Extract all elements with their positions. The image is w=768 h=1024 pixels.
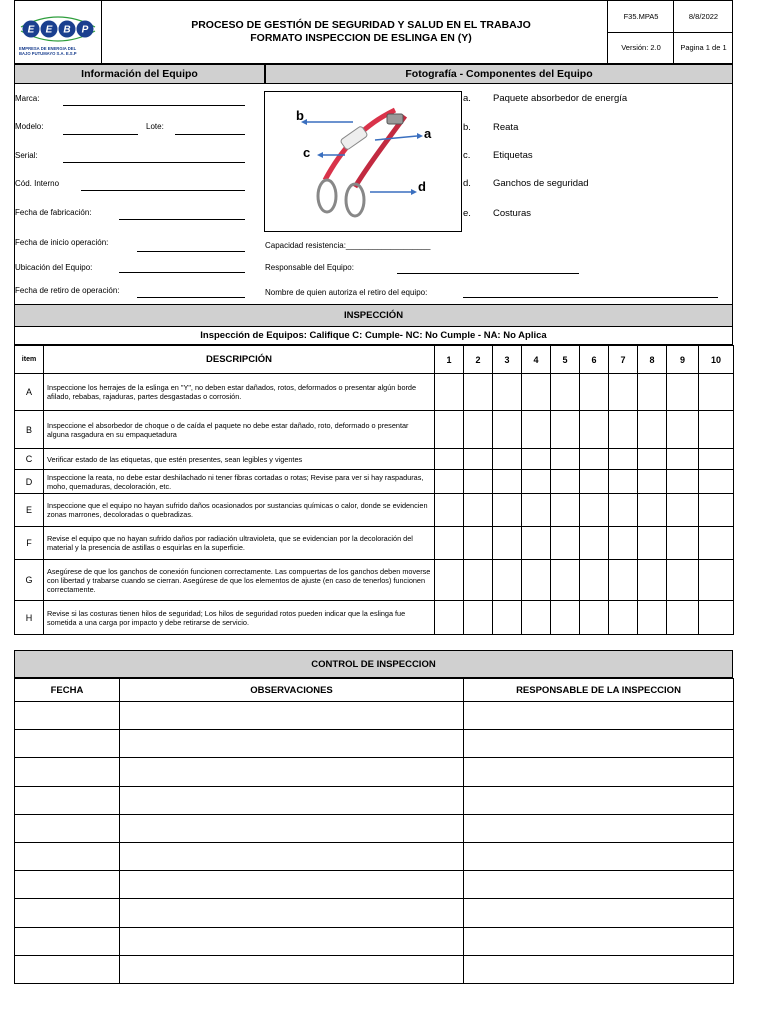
check-cell[interactable] xyxy=(551,601,580,635)
check-cell[interactable] xyxy=(464,494,493,527)
check-cell[interactable] xyxy=(464,374,493,411)
check-cell[interactable] xyxy=(638,374,667,411)
check-cell[interactable] xyxy=(435,374,464,411)
photo-label-b: b xyxy=(296,108,304,123)
check-cell[interactable] xyxy=(522,449,551,470)
observaciones-cell[interactable] xyxy=(120,871,464,899)
responsable-cell[interactable] xyxy=(464,730,734,758)
responsable-cell[interactable] xyxy=(464,814,734,842)
observaciones-cell[interactable] xyxy=(120,702,464,730)
document-title xyxy=(102,1,620,63)
check-cell[interactable] xyxy=(667,560,699,601)
item-letter: A xyxy=(15,374,44,411)
check-cell[interactable] xyxy=(609,601,638,635)
component-letter: a. xyxy=(463,93,471,104)
check-cell[interactable] xyxy=(464,527,493,560)
check-cell[interactable] xyxy=(580,601,609,635)
modelo-label: Modelo: xyxy=(15,122,44,131)
fecha-fabricacion-field[interactable] xyxy=(119,219,245,220)
check-column-header: 6 xyxy=(580,346,609,374)
equipment-info-heading: Información del Equipo xyxy=(14,64,265,84)
lanyard-illustration xyxy=(265,92,461,231)
component-label: Reata xyxy=(493,122,519,133)
check-cell[interactable] xyxy=(551,560,580,601)
control-row xyxy=(15,927,734,955)
check-cell[interactable] xyxy=(699,374,734,411)
check-cell[interactable] xyxy=(522,601,551,635)
observaciones-cell[interactable] xyxy=(120,899,464,927)
check-cell[interactable] xyxy=(522,374,551,411)
autoriza-retiro-field[interactable] xyxy=(463,297,718,298)
check-cell[interactable] xyxy=(493,411,522,449)
check-cell[interactable] xyxy=(464,411,493,449)
right-border xyxy=(732,84,733,304)
component-letter: d. xyxy=(463,178,471,189)
check-cell[interactable] xyxy=(551,374,580,411)
fecha-cell[interactable] xyxy=(15,814,120,842)
control-row xyxy=(15,842,734,870)
responsable-cell[interactable] xyxy=(464,758,734,786)
item-letter: E xyxy=(15,494,44,527)
check-cell[interactable] xyxy=(638,601,667,635)
component-letter: b. xyxy=(463,122,471,133)
responsable-cell[interactable] xyxy=(464,899,734,927)
check-cell[interactable] xyxy=(435,601,464,635)
check-cell[interactable] xyxy=(638,470,667,494)
control-header-row xyxy=(15,679,734,702)
check-cell[interactable] xyxy=(699,470,734,494)
check-cell[interactable] xyxy=(435,494,464,527)
check-cell[interactable] xyxy=(435,411,464,449)
check-cell[interactable] xyxy=(493,601,522,635)
check-cell[interactable] xyxy=(667,527,699,560)
responsable-cell[interactable] xyxy=(464,702,734,730)
item-letter: F xyxy=(15,527,44,560)
fecha-cell[interactable] xyxy=(15,955,120,983)
ubicacion-field[interactable] xyxy=(119,272,245,273)
photo-label-c: c xyxy=(303,145,311,160)
responsable-column-header: RESPONSABLE DE LA INSPECCION xyxy=(464,679,734,702)
responsable-cell[interactable] xyxy=(464,955,734,983)
fecha-cell[interactable] xyxy=(15,871,120,899)
logo-letter: P xyxy=(81,24,89,36)
check-cell[interactable] xyxy=(667,494,699,527)
check-column-header: 4 xyxy=(522,346,551,374)
item-letter: B xyxy=(15,411,44,449)
check-column-header: 7 xyxy=(609,346,638,374)
control-row xyxy=(15,814,734,842)
check-cell[interactable] xyxy=(667,411,699,449)
check-cell[interactable] xyxy=(609,527,638,560)
check-cell[interactable] xyxy=(522,527,551,560)
control-row xyxy=(15,730,734,758)
check-cell[interactable] xyxy=(435,527,464,560)
component-label: Etiquetas xyxy=(493,150,533,161)
check-column-header: 2 xyxy=(464,346,493,374)
description-column-header: DESCRIPCIÓN xyxy=(44,346,435,374)
check-cell[interactable] xyxy=(435,560,464,601)
check-cell[interactable] xyxy=(638,411,667,449)
check-cell[interactable] xyxy=(699,494,734,527)
check-cell[interactable] xyxy=(435,470,464,494)
capacidad-label: Capacidad resistencia:___________________ xyxy=(265,241,431,250)
item-description: Revise si las costuras tienen hilos de seguridad; Los hilos de seguridad rotos pueden indicar que la eslinga fue sometida a una carga por impacto y debe retirarse de servicio. xyxy=(44,601,435,635)
responsable-equipo-label: Responsable del Equipo: xyxy=(265,263,354,272)
equipment-photo xyxy=(264,91,462,232)
observaciones-cell[interactable] xyxy=(120,730,464,758)
item-description: Inspeccione el absorbedor de choque o de caída el paquete no debe estar dañado, roto, deformado o presentar alguna rasgadura en su empaquetadura xyxy=(44,411,435,449)
document-header xyxy=(14,0,733,64)
item-letter: H xyxy=(15,601,44,635)
title-line-1: PROCESO DE GESTIÓN DE SEGURIDAD Y SALUD EN EL TRABAJO xyxy=(191,19,531,31)
lote-label: Lote: xyxy=(146,122,164,131)
photo-label-a: a xyxy=(424,126,432,141)
inspection-row xyxy=(15,449,734,470)
check-cell[interactable] xyxy=(580,374,609,411)
check-cell[interactable] xyxy=(699,449,734,470)
check-cell[interactable] xyxy=(667,374,699,411)
fecha-cell[interactable] xyxy=(15,702,120,730)
document-date: 8/8/2022 xyxy=(673,1,733,33)
check-cell[interactable] xyxy=(667,470,699,494)
responsable-cell[interactable] xyxy=(464,871,734,899)
logo-caption: EMPRESA DE ENERGIA DEL BAJO PUTUMAYO S.A. E.S.P xyxy=(19,46,77,56)
item-column-header: item xyxy=(15,346,44,374)
marca-label: Marca: xyxy=(15,94,40,103)
observaciones-column-header: OBSERVACIONES xyxy=(120,679,464,702)
check-cell[interactable] xyxy=(667,449,699,470)
fecha-retiro-field[interactable] xyxy=(137,297,245,298)
check-cell[interactable] xyxy=(493,560,522,601)
logo-letter: B xyxy=(63,24,71,36)
document-page: Pagina 1 de 1 xyxy=(673,32,733,63)
fecha-cell[interactable] xyxy=(15,899,120,927)
check-cell[interactable] xyxy=(522,411,551,449)
check-cell[interactable] xyxy=(551,449,580,470)
item-description: Revise el equipo que no hayan sufrido daños por radiación ultravioleta, que se evidencian por la decoloración del material y la presencia de astillas o esquirlas en la superficie. xyxy=(44,527,435,560)
check-cell[interactable] xyxy=(464,601,493,635)
check-column-header: 3 xyxy=(493,346,522,374)
fecha-cell[interactable] xyxy=(15,730,120,758)
lote-field[interactable] xyxy=(175,134,245,135)
check-cell[interactable] xyxy=(580,449,609,470)
document-code: F35.MPA5 xyxy=(607,1,674,33)
inspection-row xyxy=(15,527,734,560)
logo-letter: E xyxy=(45,24,53,36)
responsable-cell[interactable] xyxy=(464,927,734,955)
photo-label-d: d xyxy=(418,179,426,194)
check-cell[interactable] xyxy=(464,470,493,494)
check-cell[interactable] xyxy=(609,494,638,527)
check-cell[interactable] xyxy=(493,527,522,560)
check-cell[interactable] xyxy=(580,470,609,494)
responsable-cell[interactable] xyxy=(464,786,734,814)
inspection-row xyxy=(15,601,734,635)
company-logo xyxy=(15,1,102,63)
item-description: Inspeccione la reata, no debe estar deshilachado ni tener fibras cortadas o rotas; Revise para ver si hay raspaduras, moho, quemaduras, decoloración, etc. xyxy=(44,470,435,494)
check-cell[interactable] xyxy=(493,449,522,470)
check-cell[interactable] xyxy=(522,560,551,601)
check-cell[interactable] xyxy=(551,527,580,560)
item-description: Inspeccione que el equipo no hayan sufrido daños ocasionados por sustancias químicas o calor, donde se evidencien zonas marrones, decoloradas o quebradizas. xyxy=(44,494,435,527)
marca-field[interactable] xyxy=(63,105,245,106)
inspection-table xyxy=(14,345,734,635)
autoriza-retiro-label: Nombre de quien autoriza el retiro del equipo: xyxy=(265,288,428,297)
cod-interno-label: Cód. Interno xyxy=(15,179,60,188)
item-letter: D xyxy=(15,470,44,494)
control-row xyxy=(15,758,734,786)
check-cell[interactable] xyxy=(667,601,699,635)
inspection-row xyxy=(15,560,734,601)
fecha-cell[interactable] xyxy=(15,758,120,786)
check-cell[interactable] xyxy=(551,411,580,449)
inspection-row xyxy=(15,374,734,411)
check-cell[interactable] xyxy=(638,494,667,527)
responsable-cell[interactable] xyxy=(464,842,734,870)
title-line-2: FORMATO INSPECCION DE ESLINGA EN (Y) xyxy=(250,32,472,44)
modelo-field[interactable] xyxy=(63,134,138,135)
observaciones-cell[interactable] xyxy=(120,758,464,786)
control-row xyxy=(15,955,734,983)
component-letter: e. xyxy=(463,208,471,219)
component-label: Ganchos de seguridad xyxy=(493,178,589,189)
check-column-header: 9 xyxy=(667,346,699,374)
check-cell[interactable] xyxy=(464,449,493,470)
check-cell[interactable] xyxy=(699,560,734,601)
check-cell[interactable] xyxy=(522,494,551,527)
check-cell[interactable] xyxy=(580,527,609,560)
check-cell[interactable] xyxy=(522,470,551,494)
fecha-inicio-field[interactable] xyxy=(137,251,245,252)
inspection-subtitle: Inspección de Equipos: Califique C: Cumple- NC: No Cumple - NA: No Aplica xyxy=(14,327,733,345)
item-description: Inspeccione los herrajes de la eslinga en "Y", no deben estar dañados, rotos, deformados o presentar algún borde afilado, rebabas, rajaduras, partes desgastadas o corrosión. xyxy=(44,374,435,411)
check-cell[interactable] xyxy=(609,470,638,494)
observaciones-cell[interactable] xyxy=(120,786,464,814)
serial-label: Serial: xyxy=(15,151,38,160)
component-label: Paquete absorbedor de energía xyxy=(493,93,628,104)
check-column-header: 10 xyxy=(699,346,734,374)
item-description: Verificar estado de las etiquetas, que estén presentes, sean legibles y vigentes xyxy=(44,449,435,470)
item-letter: C xyxy=(15,449,44,470)
check-cell[interactable] xyxy=(609,449,638,470)
fecha-column-header: FECHA xyxy=(15,679,120,702)
inspection-row xyxy=(15,470,734,494)
check-cell[interactable] xyxy=(493,494,522,527)
fecha-cell[interactable] xyxy=(15,786,120,814)
ubicacion-label: Ubicación del Equipo: xyxy=(15,263,93,272)
check-cell[interactable] xyxy=(609,374,638,411)
observaciones-cell[interactable] xyxy=(120,842,464,870)
check-cell[interactable] xyxy=(699,601,734,635)
fecha-fabricacion-label: Fecha de fabricación: xyxy=(15,208,92,217)
check-cell[interactable] xyxy=(551,470,580,494)
control-row xyxy=(15,871,734,899)
check-column-header: 5 xyxy=(551,346,580,374)
serial-field[interactable] xyxy=(63,162,245,163)
check-cell[interactable] xyxy=(580,411,609,449)
check-column-header: 1 xyxy=(435,346,464,374)
component-label: Costuras xyxy=(493,208,532,219)
observaciones-cell[interactable] xyxy=(120,814,464,842)
fecha-cell[interactable] xyxy=(15,842,120,870)
observaciones-cell[interactable] xyxy=(120,927,464,955)
control-row xyxy=(15,899,734,927)
check-cell[interactable] xyxy=(638,560,667,601)
check-cell[interactable] xyxy=(609,411,638,449)
fecha-inicio-label: Fecha de inicio operación: xyxy=(15,238,109,247)
check-cell[interactable] xyxy=(609,560,638,601)
control-table xyxy=(14,678,734,984)
check-cell[interactable] xyxy=(493,374,522,411)
control-heading: CONTROL DE INSPECCION xyxy=(14,650,733,678)
check-cell[interactable] xyxy=(551,494,580,527)
photo-components-heading: Fotografía - Componentes del Equipo xyxy=(265,64,733,84)
check-cell[interactable] xyxy=(493,470,522,494)
check-cell[interactable] xyxy=(464,560,493,601)
control-row xyxy=(15,702,734,730)
observaciones-cell[interactable] xyxy=(120,955,464,983)
fecha-retiro-label: Fecha de retiro de operación: xyxy=(15,286,120,295)
component-letter: c. xyxy=(463,150,471,161)
check-cell[interactable] xyxy=(580,560,609,601)
item-letter: G xyxy=(15,560,44,601)
logo-letter: E xyxy=(27,24,35,36)
inspection-row xyxy=(15,411,734,449)
check-cell[interactable] xyxy=(699,527,734,560)
check-cell[interactable] xyxy=(435,449,464,470)
inspection-heading: INSPECCIÓN xyxy=(14,304,733,327)
check-cell[interactable] xyxy=(699,411,734,449)
check-cell[interactable] xyxy=(638,527,667,560)
check-cell[interactable] xyxy=(580,494,609,527)
responsable-equipo-field[interactable] xyxy=(397,273,579,274)
check-cell[interactable] xyxy=(638,449,667,470)
inspection-header-row xyxy=(15,346,734,374)
cod-interno-field[interactable] xyxy=(81,190,245,191)
fecha-cell[interactable] xyxy=(15,927,120,955)
item-description: Asegúrese de que los ganchos de conexión funcionen correctamente. Las compuertas de los ganchos deben moverse con libertad y trabarse cuando se cierran. Asegúrese de que los elementos de ajuste (en caso de tenerlos) funcionen correctamente. xyxy=(44,560,435,601)
check-column-header: 8 xyxy=(638,346,667,374)
document-version: Versión: 2.0 xyxy=(607,32,674,63)
control-row xyxy=(15,786,734,814)
inspection-row xyxy=(15,494,734,527)
